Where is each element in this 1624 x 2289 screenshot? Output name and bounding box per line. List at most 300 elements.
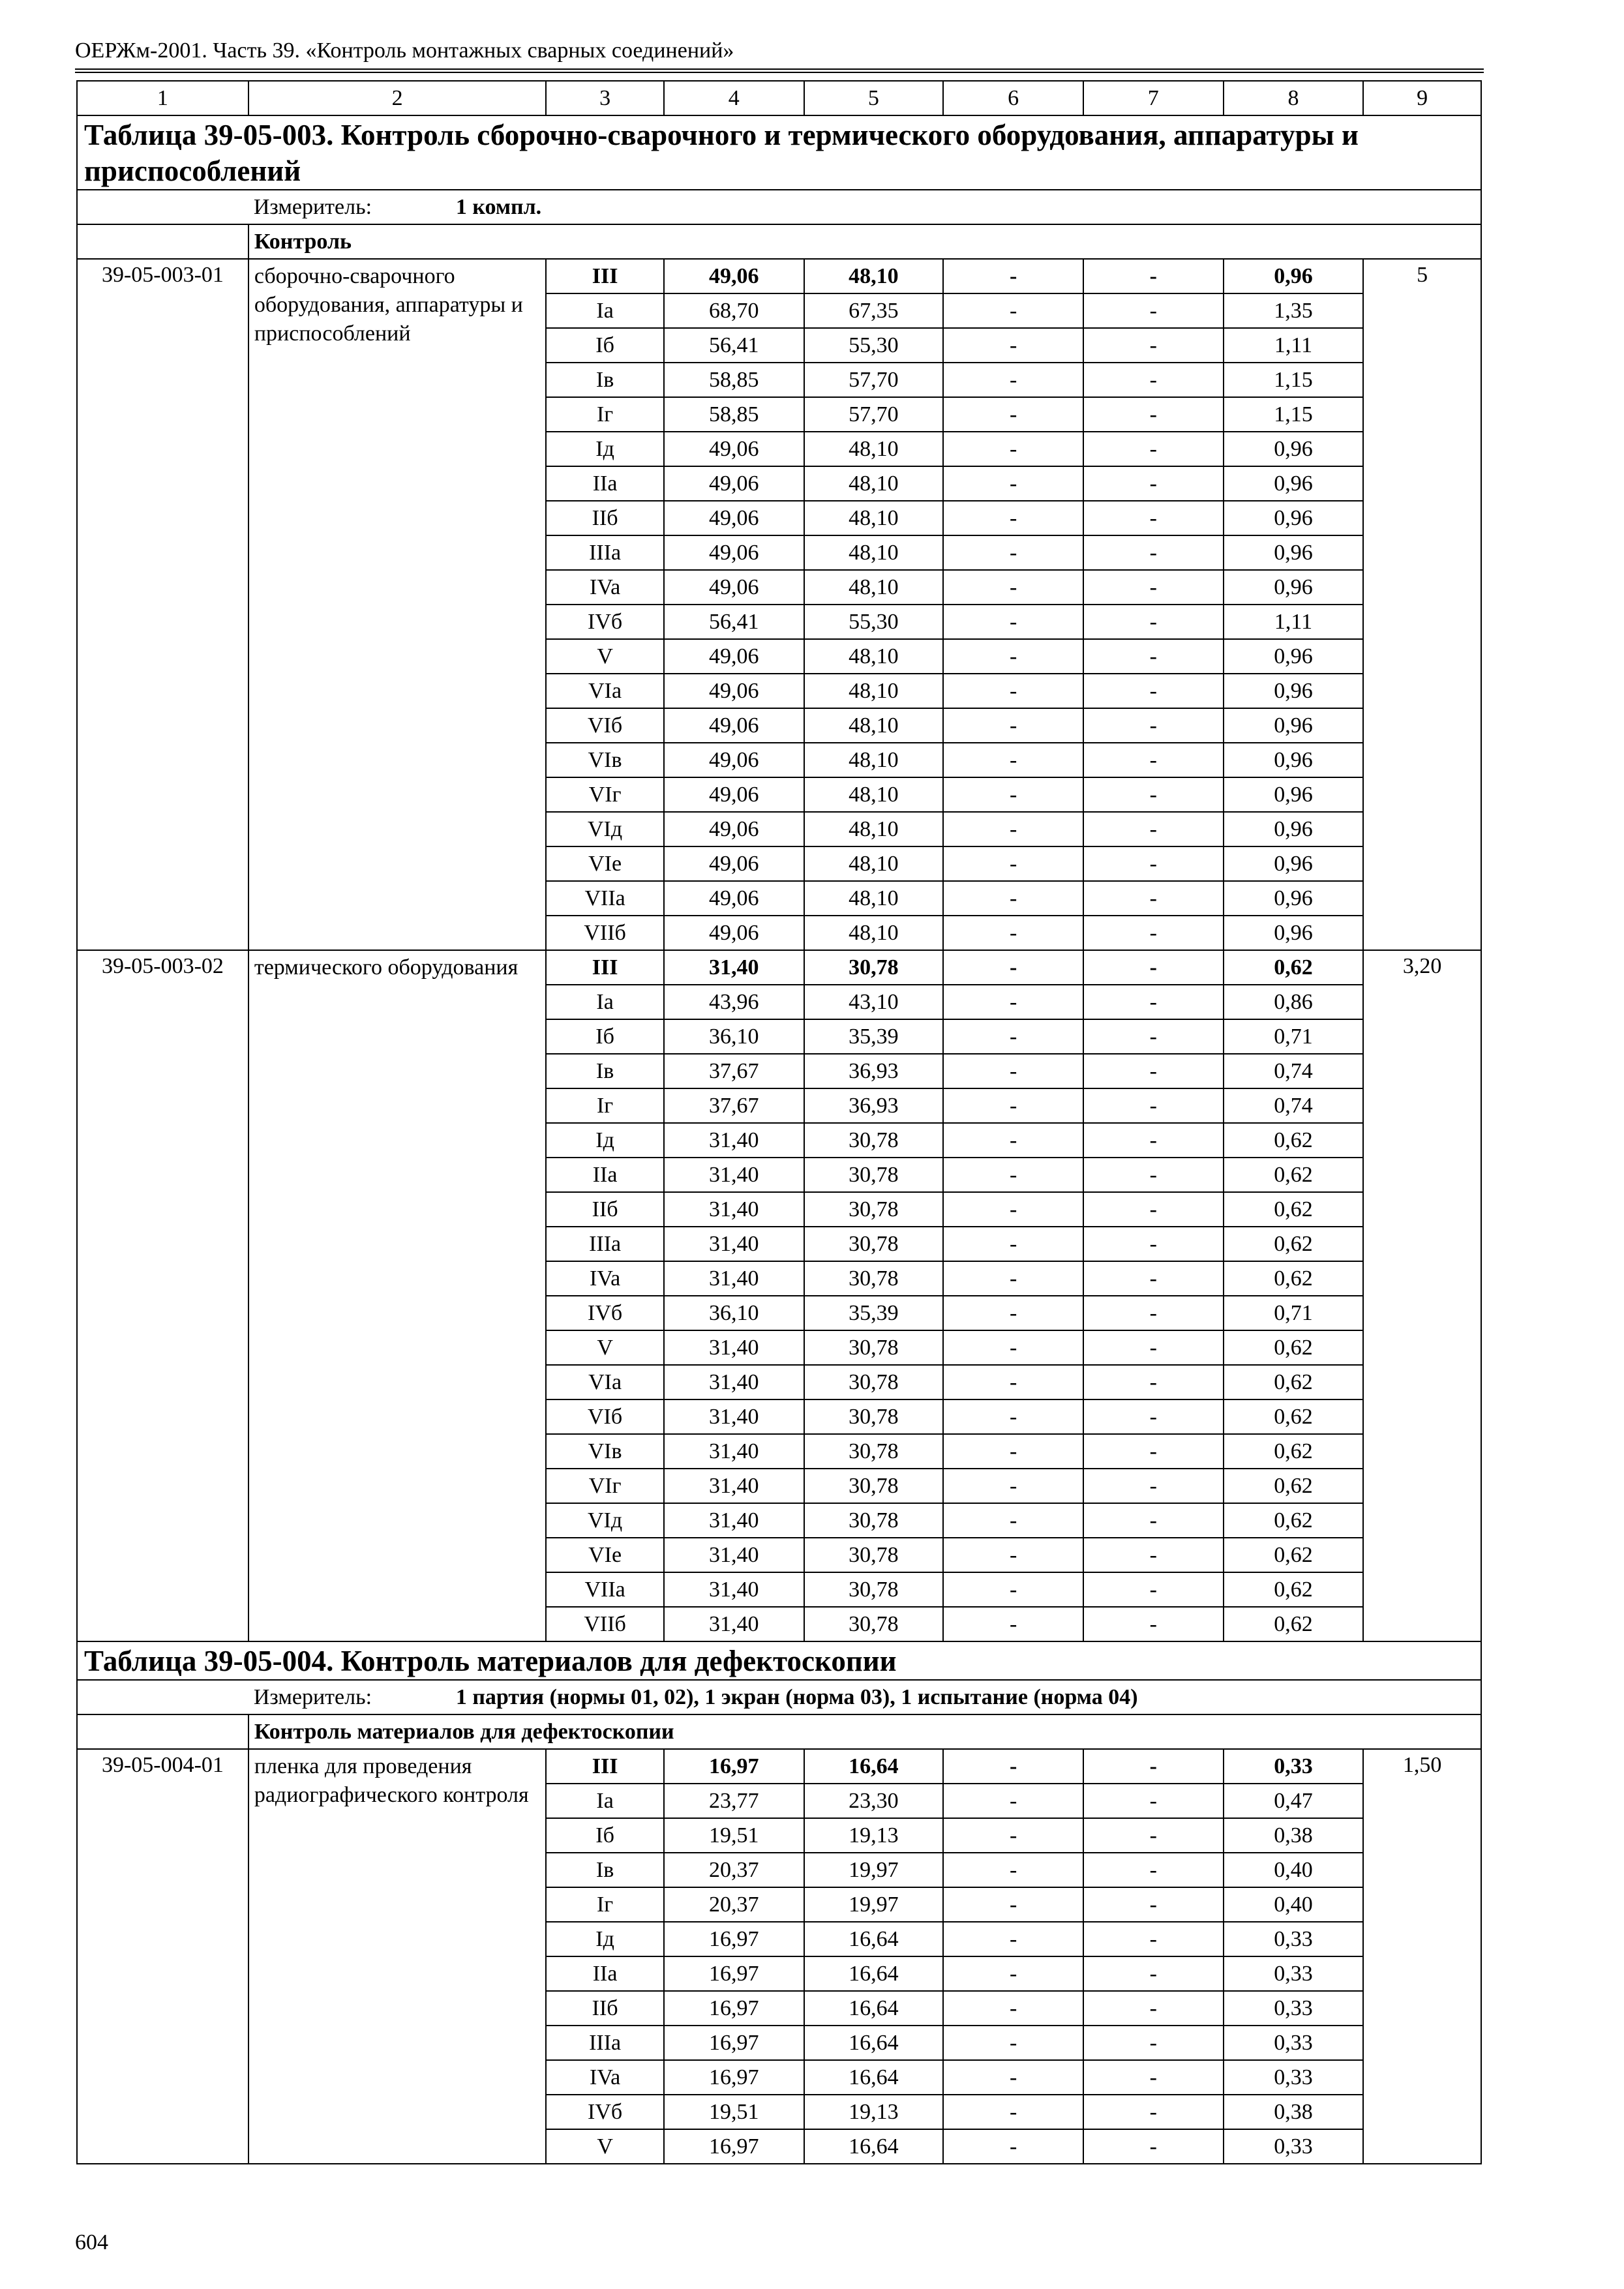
column-number: 6 xyxy=(943,81,1083,115)
table-cell: - xyxy=(1083,466,1224,501)
table-cell: IIб xyxy=(546,1991,664,2026)
table-cell: - xyxy=(1083,363,1224,397)
table-cell: 30,78 xyxy=(804,1192,944,1227)
table-cell: - xyxy=(943,1365,1083,1399)
table-cell: 49,06 xyxy=(664,466,804,501)
table-cell: 48,10 xyxy=(804,674,944,708)
table-cell: 0,33 xyxy=(1224,1922,1364,1956)
meter-row xyxy=(77,190,1481,224)
table-cell: 31,40 xyxy=(664,1227,804,1261)
table-cell: IIa xyxy=(546,466,664,501)
table-cell: Iб xyxy=(546,328,664,363)
table-cell: - xyxy=(1083,985,1224,1019)
table-cell: 0,96 xyxy=(1224,259,1364,293)
table-cell: 0,33 xyxy=(1224,1749,1364,1784)
table-cell: 48,10 xyxy=(804,639,944,674)
table-cell: 16,64 xyxy=(804,1922,944,1956)
table-cell: 1,15 xyxy=(1224,397,1364,432)
norm-factor: 3,20 xyxy=(1363,950,1481,1641)
table-cell: - xyxy=(943,1296,1083,1330)
table-cell: IIa xyxy=(546,1956,664,1991)
table-cell: - xyxy=(943,1887,1083,1922)
table-cell: 68,70 xyxy=(664,293,804,328)
table-cell: 36,93 xyxy=(804,1054,944,1088)
table-cell: 48,10 xyxy=(804,812,944,846)
table-cell: 49,06 xyxy=(664,777,804,812)
table-cell: - xyxy=(1083,1538,1224,1572)
table-cell: III xyxy=(546,259,664,293)
table-cell: IIa xyxy=(546,1158,664,1192)
table-cell: - xyxy=(1083,1296,1224,1330)
table-cell: 37,67 xyxy=(664,1088,804,1123)
table-row xyxy=(77,950,1481,985)
table-cell: - xyxy=(1083,605,1224,639)
table-cell: - xyxy=(1083,1749,1224,1784)
table-cell: - xyxy=(1083,535,1224,570)
table-cell: 0,71 xyxy=(1224,1296,1364,1330)
table-cell: 0,33 xyxy=(1224,2060,1364,2095)
table-cell: - xyxy=(1083,743,1224,777)
table-cell: 31,40 xyxy=(664,1330,804,1365)
table-title: Таблица 39-05-003. Контроль сборочно-сварочного и термического оборудования, аппаратуры и приспособлений xyxy=(77,115,1481,190)
table-cell: - xyxy=(1083,916,1224,950)
table-cell: 0,96 xyxy=(1224,846,1364,881)
table-cell: 49,06 xyxy=(664,674,804,708)
table-cell: - xyxy=(943,1192,1083,1227)
table-title-row xyxy=(77,1641,1481,1680)
norm-code: 39-05-003-02 xyxy=(77,950,248,1641)
meter-label: Измеритель: xyxy=(253,194,372,219)
table-cell: - xyxy=(943,916,1083,950)
table-cell: 48,10 xyxy=(804,535,944,570)
table-cell: 0,96 xyxy=(1224,639,1364,674)
table-cell: Iб xyxy=(546,1818,664,1853)
table-cell: 0,96 xyxy=(1224,916,1364,950)
table-cell: VIa xyxy=(546,674,664,708)
table-cell: VIIa xyxy=(546,1572,664,1607)
table-cell: 49,06 xyxy=(664,812,804,846)
column-number: 2 xyxy=(248,81,546,115)
table-cell: - xyxy=(943,1158,1083,1192)
table-cell: 48,10 xyxy=(804,501,944,535)
table-cell: 19,13 xyxy=(804,1818,944,1853)
table-cell: 0,40 xyxy=(1224,1887,1364,1922)
table-cell: - xyxy=(1083,1261,1224,1296)
table-cell: 30,78 xyxy=(804,1227,944,1261)
table-cell: 0,62 xyxy=(1224,1399,1364,1434)
table-cell: 0,86 xyxy=(1224,985,1364,1019)
table-cell: - xyxy=(943,1261,1083,1296)
table-cell: 0,96 xyxy=(1224,812,1364,846)
table-cell: IIIa xyxy=(546,2026,664,2060)
table-cell: - xyxy=(1083,1503,1224,1538)
table-cell: - xyxy=(1083,1853,1224,1887)
table-row xyxy=(77,259,1481,293)
table-title: Таблица 39-05-004. Контроль материалов для дефектоскопии xyxy=(77,1641,1481,1680)
table-cell: 30,78 xyxy=(804,1434,944,1469)
table-cell: Iг xyxy=(546,1088,664,1123)
table-cell: 48,10 xyxy=(804,916,944,950)
table-cell: IVб xyxy=(546,605,664,639)
table-cell: 0,62 xyxy=(1224,1158,1364,1192)
table-cell: 58,85 xyxy=(664,397,804,432)
table-cell: 23,77 xyxy=(664,1784,804,1818)
table-cell: Iв xyxy=(546,1853,664,1887)
table-cell: - xyxy=(943,708,1083,743)
table-cell: 20,37 xyxy=(664,1853,804,1887)
table-cell: 0,62 xyxy=(1224,1469,1364,1503)
table-cell: 36,10 xyxy=(664,1296,804,1330)
table-cell: - xyxy=(1083,1572,1224,1607)
meter-value: 1 партия (нормы 01, 02), 1 экран (норма 03), 1 испытание (норма 04) xyxy=(455,1684,1138,1709)
table-cell: Iд xyxy=(546,432,664,466)
table-cell: - xyxy=(943,1749,1083,1784)
table-cell: 16,97 xyxy=(664,2026,804,2060)
table-cell: 49,06 xyxy=(664,432,804,466)
table-cell: V xyxy=(546,1330,664,1365)
table-cell: 0,38 xyxy=(1224,2095,1364,2129)
table-cell: 49,06 xyxy=(664,639,804,674)
table-cell: - xyxy=(943,1784,1083,1818)
table-cell: VIe xyxy=(546,846,664,881)
table-cell: - xyxy=(1083,2060,1224,2095)
table-cell: Iв xyxy=(546,1054,664,1088)
table-cell: 30,78 xyxy=(804,1261,944,1296)
table-cell: 49,06 xyxy=(664,881,804,916)
table-cell: 16,64 xyxy=(804,1749,944,1784)
table-cell: - xyxy=(1083,1088,1224,1123)
table-cell: - xyxy=(1083,1158,1224,1192)
table-cell: 16,64 xyxy=(804,1956,944,1991)
table-cell: - xyxy=(1083,1054,1224,1088)
table-cell: - xyxy=(1083,1019,1224,1054)
table-cell: - xyxy=(943,1572,1083,1607)
table-cell: 49,06 xyxy=(664,570,804,605)
table-cell: 31,40 xyxy=(664,1261,804,1296)
table-cell: - xyxy=(1083,1192,1224,1227)
table-cell: - xyxy=(943,397,1083,432)
meter-cell xyxy=(248,190,1481,224)
section-blank xyxy=(77,1714,248,1749)
table-cell: V xyxy=(546,639,664,674)
table-cell: 19,51 xyxy=(664,2095,804,2129)
table-cell: - xyxy=(1083,397,1224,432)
table-cell: 1,11 xyxy=(1224,328,1364,363)
table-cell: 31,40 xyxy=(664,1572,804,1607)
table-cell: 0,74 xyxy=(1224,1088,1364,1123)
table-cell: 31,40 xyxy=(664,1123,804,1158)
table-cell: 30,78 xyxy=(804,1330,944,1365)
table-cell: - xyxy=(1083,1399,1224,1434)
table-cell: 48,10 xyxy=(804,846,944,881)
table-cell: 0,47 xyxy=(1224,1784,1364,1818)
table-cell: 30,78 xyxy=(804,1158,944,1192)
table-cell: Iв xyxy=(546,363,664,397)
meter-blank xyxy=(77,190,248,224)
table-cell: 43,10 xyxy=(804,985,944,1019)
table-cell: 49,06 xyxy=(664,743,804,777)
table-cell: 0,96 xyxy=(1224,501,1364,535)
table-cell: 56,41 xyxy=(664,328,804,363)
table-cell: 30,78 xyxy=(804,1399,944,1434)
norm-factor: 5 xyxy=(1363,259,1481,950)
table-cell: 55,30 xyxy=(804,605,944,639)
table-cell: - xyxy=(1083,259,1224,293)
table-cell: - xyxy=(1083,2129,1224,2164)
table-cell: 36,10 xyxy=(664,1019,804,1054)
table-cell: VIв xyxy=(546,1434,664,1469)
table-cell: 19,97 xyxy=(804,1887,944,1922)
table-cell: - xyxy=(943,2129,1083,2164)
table-cell: - xyxy=(943,2060,1083,2095)
table-cell: 31,40 xyxy=(664,1538,804,1572)
table-cell: VIг xyxy=(546,1469,664,1503)
table-cell: - xyxy=(1083,328,1224,363)
norm-name: сборочно-сварочного оборудования, аппаратуры и приспособлений xyxy=(248,259,546,950)
table-cell: Iг xyxy=(546,1887,664,1922)
table-cell: 30,78 xyxy=(804,1365,944,1399)
table-cell: - xyxy=(1083,1330,1224,1365)
table-cell: 16,97 xyxy=(664,2129,804,2164)
table-cell: 30,78 xyxy=(804,1538,944,1572)
meter-value: 1 компл. xyxy=(455,194,542,219)
table-cell: 31,40 xyxy=(664,1192,804,1227)
table-cell: - xyxy=(1083,1227,1224,1261)
table-cell: Iд xyxy=(546,1922,664,1956)
table-cell: VIв xyxy=(546,743,664,777)
table-cell: - xyxy=(943,1469,1083,1503)
table-cell: - xyxy=(1083,1991,1224,2026)
table-cell: 0,40 xyxy=(1224,1853,1364,1887)
table-cell: 48,10 xyxy=(804,881,944,916)
table-cell: - xyxy=(1083,812,1224,846)
table-cell: 0,96 xyxy=(1224,570,1364,605)
table-cell: - xyxy=(943,2026,1083,2060)
table-cell: - xyxy=(943,985,1083,1019)
table-title-row xyxy=(77,115,1481,190)
table-cell: 43,96 xyxy=(664,985,804,1019)
table-cell: - xyxy=(1083,1365,1224,1399)
table-cell: - xyxy=(1083,501,1224,535)
table-cell: 30,78 xyxy=(804,1572,944,1607)
table-cell: - xyxy=(1083,1434,1224,1469)
table-cell: 30,78 xyxy=(804,950,944,985)
column-number: 1 xyxy=(77,81,248,115)
table-cell: 0,62 xyxy=(1224,1434,1364,1469)
table-cell: - xyxy=(1083,881,1224,916)
table-cell: 0,62 xyxy=(1224,1261,1364,1296)
table-cell: 31,40 xyxy=(664,950,804,985)
table-cell: 16,97 xyxy=(664,1991,804,2026)
table-cell: - xyxy=(943,1054,1083,1088)
table-cell: - xyxy=(1083,2026,1224,2060)
table-cell: VIIa xyxy=(546,881,664,916)
table-cell: - xyxy=(943,950,1083,985)
table-cell: - xyxy=(943,1227,1083,1261)
table-cell: IVб xyxy=(546,1296,664,1330)
table-cell: - xyxy=(943,1922,1083,1956)
table-cell: 48,10 xyxy=(804,708,944,743)
column-number: 8 xyxy=(1224,81,1364,115)
table-cell: 0,62 xyxy=(1224,1330,1364,1365)
table-cell: - xyxy=(943,432,1083,466)
table-cell: - xyxy=(943,881,1083,916)
table-cell: 0,62 xyxy=(1224,1227,1364,1261)
table-cell: VIIб xyxy=(546,916,664,950)
page-number: 604 xyxy=(75,2230,108,2254)
table-cell: 0,33 xyxy=(1224,2129,1364,2164)
table-cell: 16,64 xyxy=(804,1991,944,2026)
table-cell: - xyxy=(943,812,1083,846)
table-cell: - xyxy=(943,570,1083,605)
table-cell: - xyxy=(1083,570,1224,605)
table-cell: 16,97 xyxy=(664,1956,804,1991)
table-cell: 49,06 xyxy=(664,916,804,950)
table-cell: VIб xyxy=(546,708,664,743)
table-cell: 31,40 xyxy=(664,1365,804,1399)
table-cell: IIб xyxy=(546,1192,664,1227)
section-blank xyxy=(77,224,248,259)
table-cell: III xyxy=(546,1749,664,1784)
table-cell: Iд xyxy=(546,1123,664,1158)
table-cell: 49,06 xyxy=(664,535,804,570)
table-cell: 31,40 xyxy=(664,1434,804,1469)
table-cell: VIa xyxy=(546,1365,664,1399)
table-cell: - xyxy=(943,1607,1083,1641)
table-cell: 1,15 xyxy=(1224,363,1364,397)
section-title: Контроль материалов для дефектоскопии xyxy=(248,1714,1481,1749)
table-cell: 0,33 xyxy=(1224,1991,1364,2026)
table-cell: 36,93 xyxy=(804,1088,944,1123)
table-cell: 0,33 xyxy=(1224,1956,1364,1991)
table-cell: - xyxy=(943,605,1083,639)
meter xyxy=(248,1682,1481,1713)
table-cell: 16,64 xyxy=(804,2026,944,2060)
table-cell: 0,38 xyxy=(1224,1818,1364,1853)
table-cell: - xyxy=(943,501,1083,535)
table-row xyxy=(77,1749,1481,1784)
table-cell: 57,70 xyxy=(804,397,944,432)
table-cell: 0,62 xyxy=(1224,1365,1364,1399)
table-cell: Iг xyxy=(546,397,664,432)
table-cell: - xyxy=(943,674,1083,708)
table-cell: 35,39 xyxy=(804,1296,944,1330)
page-header: ОЕРЖм-2001. Часть 39. «Контроль монтажных сварных соединений» xyxy=(75,38,734,63)
table-cell: 20,37 xyxy=(664,1887,804,1922)
table-cell: VIб xyxy=(546,1399,664,1434)
table-cell: 19,97 xyxy=(804,1853,944,1887)
table-cell: 1,35 xyxy=(1224,293,1364,328)
table-cell: 16,64 xyxy=(804,2060,944,2095)
table-cell: - xyxy=(1083,1469,1224,1503)
table-cell: 49,06 xyxy=(664,501,804,535)
table-cell: Iб xyxy=(546,1019,664,1054)
table-cell: 0,96 xyxy=(1224,674,1364,708)
table-cell: - xyxy=(1083,639,1224,674)
table-cell: - xyxy=(943,1088,1083,1123)
table-cell: 0,62 xyxy=(1224,1607,1364,1641)
meter xyxy=(248,192,1481,223)
column-number: 7 xyxy=(1083,81,1224,115)
table-cell: 58,85 xyxy=(664,363,804,397)
table-cell: VIд xyxy=(546,812,664,846)
table-cell: 0,96 xyxy=(1224,535,1364,570)
table-cell: - xyxy=(943,1818,1083,1853)
table-cell: 57,70 xyxy=(804,363,944,397)
table-cell: 0,71 xyxy=(1224,1019,1364,1054)
table-cell: - xyxy=(943,1399,1083,1434)
table-cell: 37,67 xyxy=(664,1054,804,1088)
table-cell: 16,97 xyxy=(664,1749,804,1784)
table-cell: - xyxy=(943,777,1083,812)
table-cell: - xyxy=(943,259,1083,293)
table-cell: 48,10 xyxy=(804,259,944,293)
table-cell: - xyxy=(943,1853,1083,1887)
table-cell: - xyxy=(943,1538,1083,1572)
norm-factor: 1,50 xyxy=(1363,1749,1481,2164)
table-cell: VIд xyxy=(546,1503,664,1538)
section-title: Контроль xyxy=(248,224,1481,259)
norm-code: 39-05-004-01 xyxy=(77,1749,248,2164)
table-cell: 0,33 xyxy=(1224,2026,1364,2060)
column-number-row xyxy=(77,81,1481,115)
table-cell: 0,96 xyxy=(1224,466,1364,501)
table-cell: 0,96 xyxy=(1224,777,1364,812)
table-cell: - xyxy=(1083,432,1224,466)
meter-label: Измеритель: xyxy=(253,1684,372,1709)
column-number: 3 xyxy=(546,81,664,115)
table-cell: 0,62 xyxy=(1224,1503,1364,1538)
table-cell: V xyxy=(546,2129,664,2164)
table-cell: 19,51 xyxy=(664,1818,804,1853)
table-cell: Ia xyxy=(546,293,664,328)
table-cell: 0,96 xyxy=(1224,743,1364,777)
table-cell: 48,10 xyxy=(804,466,944,501)
meter-cell xyxy=(248,1680,1481,1714)
table-cell: 16,97 xyxy=(664,2060,804,2095)
table-cell: IIб xyxy=(546,501,664,535)
table-cell: - xyxy=(1083,777,1224,812)
table-cell: - xyxy=(943,743,1083,777)
norm-name: пленка для проведения радиографического контроля xyxy=(248,1749,546,2164)
table-cell: III xyxy=(546,950,664,985)
table-cell: - xyxy=(1083,1887,1224,1922)
table-cell: - xyxy=(943,639,1083,674)
table-cell: - xyxy=(943,1123,1083,1158)
table-cell: - xyxy=(1083,1784,1224,1818)
table-cell: IVa xyxy=(546,2060,664,2095)
table-cell: - xyxy=(1083,846,1224,881)
table-cell: 55,30 xyxy=(804,328,944,363)
table-cell: 30,78 xyxy=(804,1503,944,1538)
table-cell: IVa xyxy=(546,570,664,605)
table-cell: 48,10 xyxy=(804,570,944,605)
table-cell: 67,35 xyxy=(804,293,944,328)
table-cell: - xyxy=(943,1330,1083,1365)
table-cell: - xyxy=(943,535,1083,570)
norms-table xyxy=(76,80,1482,2164)
table-cell: - xyxy=(943,1434,1083,1469)
table-cell: - xyxy=(1083,950,1224,985)
table-cell: Ia xyxy=(546,985,664,1019)
table-cell: - xyxy=(943,846,1083,881)
table-cell: 23,30 xyxy=(804,1784,944,1818)
table-cell: 30,78 xyxy=(804,1123,944,1158)
table-cell: 48,10 xyxy=(804,432,944,466)
table-cell: - xyxy=(1083,2095,1224,2129)
header-rule-top xyxy=(75,68,1484,70)
table-cell: VIe xyxy=(546,1538,664,1572)
